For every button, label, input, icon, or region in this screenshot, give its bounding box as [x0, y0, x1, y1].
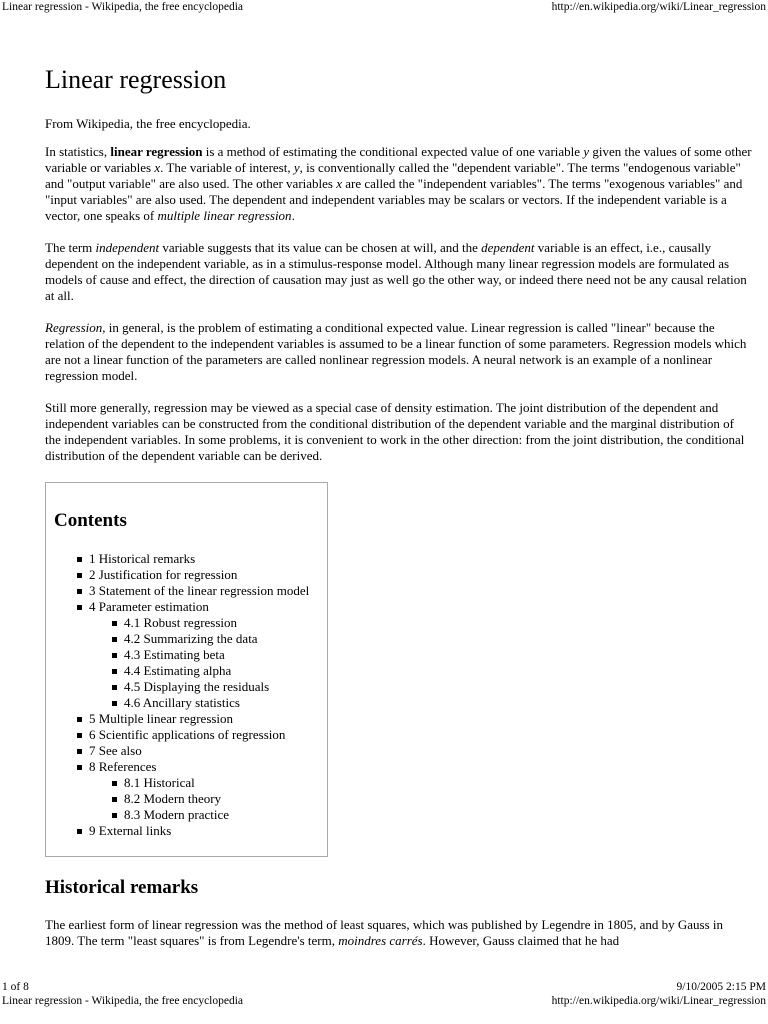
toc-subitem[interactable]: [46, 679, 327, 695]
text-run: . The variable of interest,: [160, 160, 294, 175]
toc-item[interactable]: [46, 823, 327, 839]
toc-list: [46, 551, 327, 839]
toc-item-label[interactable]: 4.6 Ancillary statistics: [124, 695, 240, 710]
text-run: are called the "independent variables". The terms "exogenous variables" and "input variables" are also used. The dependent and independent variables may be scalars or vectors. If the independent variable is a vector, one speaks of: [45, 176, 743, 223]
print-footer-title: Linear regression - Wikipedia, the free encyclopedia: [2, 995, 244, 1007]
toc-subitem[interactable]: [46, 791, 327, 807]
toc-title: Contents: [54, 510, 127, 531]
toc-item[interactable]: [46, 711, 327, 727]
text-run: The earliest form of linear regression was the method of least squares, which was published by Legendre in 1805, and by Gauss in 1809. The term "least squares" is from Legendre's term,: [45, 917, 723, 948]
table-of-contents: [45, 482, 328, 857]
text-run: variable suggests that its value can be chosen at will, and the: [159, 240, 482, 255]
toc-item-label[interactable]: 8.1 Historical: [124, 775, 195, 790]
toc-item-label[interactable]: 1 Historical remarks: [89, 551, 196, 566]
text-run: , is conventionally called the "dependent variable". The terms "endogenous variable" and "output variable" are also used. The other variables: [45, 160, 741, 191]
text-run: .: [291, 208, 295, 223]
bullet-icon: [77, 765, 82, 770]
page-number: 1 of 8: [2, 981, 29, 993]
print-datetime: 9/10/2005 2:15 PM: [676, 981, 766, 993]
term-linear-regression: linear regression: [110, 144, 203, 159]
bullet-icon: [112, 669, 117, 674]
toc-item-label[interactable]: 8.3 Modern practice: [124, 807, 230, 822]
toc-item-label[interactable]: 6 Scientific applications of regression: [89, 727, 286, 742]
toc-item[interactable]: [46, 599, 327, 615]
toc-item-label[interactable]: 4.4 Estimating alpha: [124, 663, 232, 678]
print-footer: [0, 980, 768, 1008]
toc-item[interactable]: [46, 759, 327, 775]
var-x: x: [336, 176, 342, 191]
toc-item-label[interactable]: 2 Justification for regression: [89, 567, 238, 582]
toc-item[interactable]: [46, 567, 327, 583]
section-heading-historical: Historical remarks: [45, 877, 199, 898]
bullet-icon: [77, 749, 82, 754]
text-run: given the values of some other variable or variables: [45, 144, 752, 175]
bullet-icon: [77, 573, 82, 578]
var-y: y: [293, 160, 300, 175]
toc-item-label[interactable]: 4.1 Robust regression: [124, 615, 238, 630]
bullet-icon: [112, 637, 117, 642]
toc-item-label[interactable]: 4 Parameter estimation: [89, 599, 209, 614]
toc-subitem[interactable]: [46, 615, 327, 631]
bullet-icon: [77, 557, 82, 562]
bullet-icon: [112, 621, 117, 626]
bullet-icon: [112, 653, 117, 658]
toc-item[interactable]: [46, 551, 327, 567]
toc-item[interactable]: [46, 727, 327, 743]
page-title: Linear regression: [45, 65, 227, 94]
print-header-title: Linear regression - Wikipedia, the free encyclopedia: [2, 1, 244, 13]
toc-item-label[interactable]: 4.2 Summarizing the data: [124, 631, 258, 646]
bullet-icon: [112, 781, 117, 786]
bullet-icon: [112, 701, 117, 706]
var-y: y: [583, 144, 590, 159]
text-run: The term: [45, 240, 96, 255]
term-independent: independent: [95, 240, 160, 255]
term-regression: Regression: [45, 320, 103, 335]
bullet-icon: [77, 733, 82, 738]
intro-paragraph-2: [45, 240, 753, 304]
intro-paragraph-4: Still more generally, regression may be viewed as a special case of density estimation. The joint distribution of the dependent and independent variables can be constructed from the conditional distribution of the dependent variable and the marginal distribution of the independent variables. In some problems, it is convenient to work in the other direction: from the joint distribution, the conditional distribution of the dependent variable can be derived.: [45, 400, 745, 463]
intro-paragraph-1: [45, 144, 753, 224]
article-content: [45, 62, 753, 948]
print-header: [0, 0, 768, 14]
term-dependent: dependent: [481, 240, 535, 255]
toc-item-label[interactable]: 9 External links: [89, 823, 172, 838]
link-multiple-linear-regression[interactable]: multiple linear regression: [157, 208, 292, 223]
site-subtitle: From Wikipedia, the free encyclopedia.: [45, 116, 251, 131]
text-run: In statistics,: [45, 144, 111, 159]
toc-subitem[interactable]: [46, 631, 327, 647]
historical-paragraph: [45, 917, 753, 949]
bullet-icon: [112, 685, 117, 690]
print-footer-url: http://en.wikipedia.org/wiki/Linear_regression: [551, 995, 766, 1007]
var-x: x: [154, 160, 161, 175]
bullet-icon: [77, 605, 82, 610]
toc-subitem[interactable]: [46, 775, 327, 791]
toc-item-label[interactable]: 7 See also: [89, 743, 142, 758]
print-header-url: http://en.wikipedia.org/wiki/Linear_regression: [551, 1, 766, 13]
toc-item-label[interactable]: 3 Statement of the linear regression model: [89, 583, 310, 598]
text-run: . However, Gauss claimed that he had: [422, 933, 620, 948]
toc-item-label[interactable]: 5 Multiple linear regression: [89, 711, 234, 726]
toc-subitem[interactable]: [46, 807, 327, 823]
bullet-icon: [112, 797, 117, 802]
term-moindres-carres: moindres carrés: [338, 933, 423, 948]
text-run: is a method of estimating the conditional expected value of one variable: [202, 144, 584, 159]
toc-item-label[interactable]: 8 References: [89, 759, 157, 774]
toc-subitem[interactable]: [46, 695, 327, 711]
toc-subitem[interactable]: [46, 663, 327, 679]
text-run: variable is an effect, i.e., causally dependent on the independent variable, as in a stimulus-response model. Although many linear regression models are formulated as models of cause and effect, the direction of causation may just as well go the other way, or indeed there need not be any causal relation at all.: [45, 240, 747, 303]
text-run: , in general, is the problem of estimating a conditional expected value. Linear regression is called "linear" because the relation of the dependent to the independent variables is assumed to be a linear function of some parameters. Regression models which are not a linear function of the parameters are called nonlinear regression models. A neural network is an example of a nonlinear regression model.: [45, 320, 747, 383]
intro-paragraph-3: [45, 320, 753, 384]
toc-item[interactable]: [46, 743, 327, 759]
bullet-icon: [77, 589, 82, 594]
bullet-icon: [77, 829, 82, 834]
toc-item[interactable]: [46, 583, 327, 599]
toc-item-label[interactable]: 8.2 Modern theory: [124, 791, 222, 806]
toc-item-label[interactable]: 4.3 Estimating beta: [124, 647, 225, 662]
toc-item-label[interactable]: 4.5 Displaying the residuals: [124, 679, 270, 694]
bullet-icon: [77, 717, 82, 722]
bullet-icon: [112, 813, 117, 818]
toc-subitem[interactable]: [46, 647, 327, 663]
